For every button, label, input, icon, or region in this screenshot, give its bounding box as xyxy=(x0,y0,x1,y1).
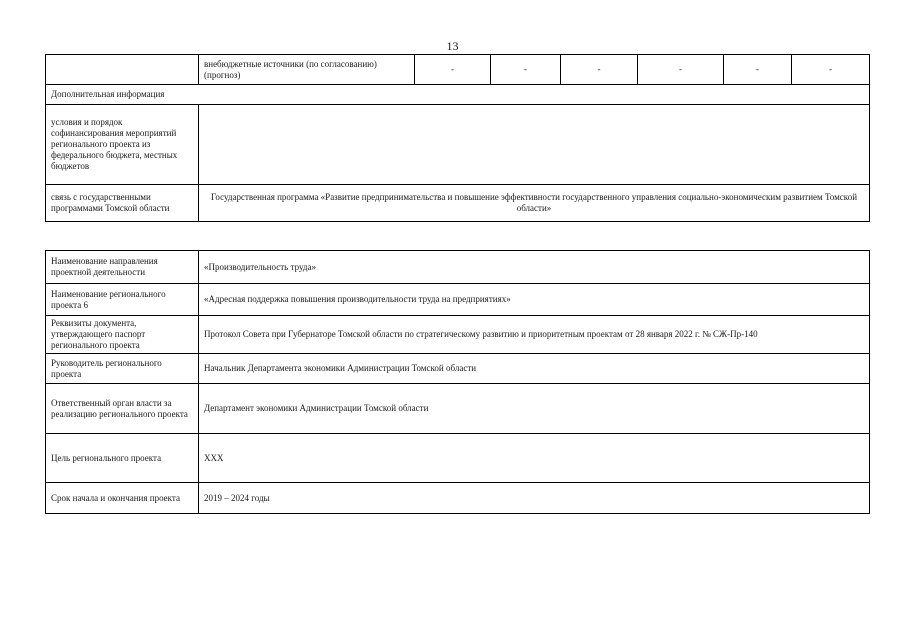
table-row xyxy=(46,316,870,354)
table-row xyxy=(46,354,870,384)
row-value: XXX xyxy=(199,434,870,483)
cofinancing-label: условия и порядок софинансирования мероприятий регионального проекта из федерального бюджета, местных бюджетов xyxy=(46,105,199,185)
funding-value: - xyxy=(638,55,724,85)
row-value: Департамент экономики Администрации Томской области xyxy=(199,384,870,434)
table-row xyxy=(46,483,870,514)
funding-table xyxy=(45,54,870,222)
row-label: Реквизиты документа, утверждающего паспорт регионального проекта xyxy=(46,316,199,354)
program-link-value: Государственная программа «Развитие предпринимательства и повышение эффективности государственного управления социально-экономическим развитием Томской области» xyxy=(199,185,870,222)
table-row xyxy=(46,434,870,483)
funding-value: - xyxy=(792,55,870,85)
row-value: «Производительность труда» xyxy=(199,251,870,284)
project-passport-table xyxy=(45,250,870,514)
funding-value: - xyxy=(724,55,792,85)
row-label: Наименование направления проектной деятельности xyxy=(46,251,199,284)
row-value: Начальник Департамента экономики Администрации Томской области xyxy=(199,354,870,384)
cofinancing-row xyxy=(46,105,870,185)
row-label: Наименование регионального проекта 6 xyxy=(46,284,199,316)
table-row xyxy=(46,384,870,434)
row-value: 2019 – 2024 годы xyxy=(199,483,870,514)
funding-value: - xyxy=(491,55,561,85)
row-value: Протокол Совета при Губернаторе Томской области по стратегическому развитию и приоритетным проектам от 28 января 2022 г. № СЖ-Пр-140 xyxy=(199,316,870,354)
funding-value: - xyxy=(415,55,491,85)
funding-source-label: внебюджетные источники (по согласованию) (прогноз) xyxy=(199,55,415,85)
empty-cell xyxy=(46,55,199,85)
funding-value: - xyxy=(561,55,638,85)
additional-info-row xyxy=(46,85,870,105)
row-label: Руководитель регионального проекта xyxy=(46,354,199,384)
program-link-row xyxy=(46,185,870,222)
table-row xyxy=(46,284,870,316)
program-link-label: связь с государственными программами Томской области xyxy=(46,185,199,222)
row-label: Срок начала и окончания проекта xyxy=(46,483,199,514)
additional-info-heading: Дополнительная информация xyxy=(46,85,870,105)
row-value: «Адресная поддержка повышения производительности труда на предприятиях» xyxy=(199,284,870,316)
page-number: 13 xyxy=(446,39,459,53)
cofinancing-value xyxy=(199,105,870,185)
row-label: Ответственный орган власти за реализацию регионального проекта xyxy=(46,384,199,434)
funding-row-extrabudget xyxy=(46,55,870,85)
table-row xyxy=(46,251,870,284)
row-label: Цель регионального проекта xyxy=(46,434,199,483)
